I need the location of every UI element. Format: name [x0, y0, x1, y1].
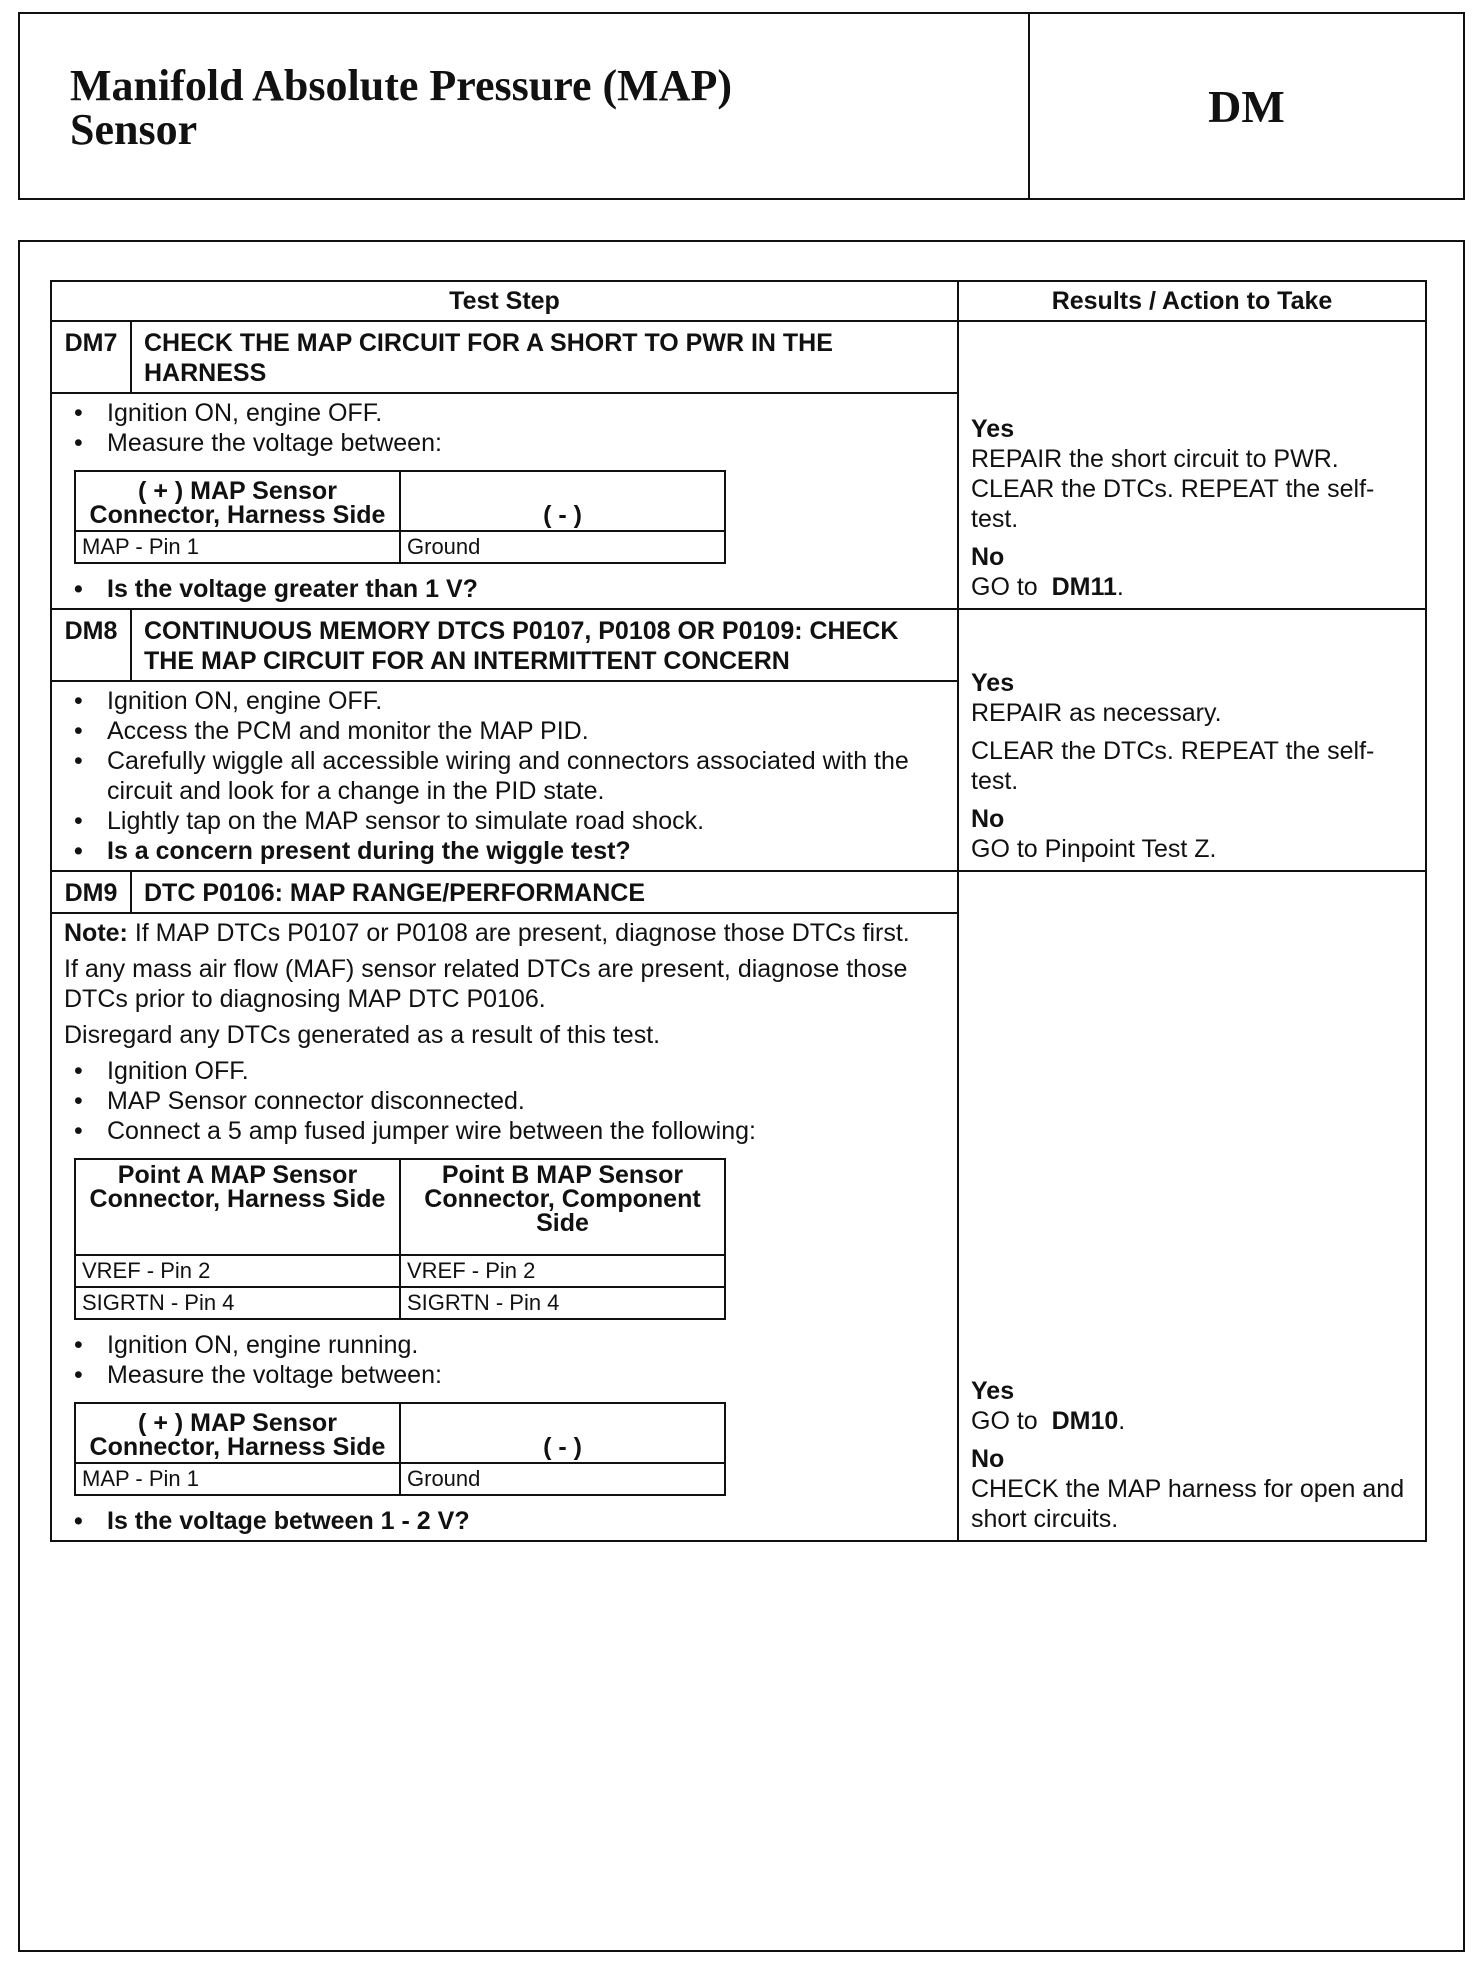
list-item: • Lightly tap on the MAP sensor to simulate road shock. — [64, 806, 947, 836]
yes-label: Yes — [971, 1377, 1015, 1405]
table-cell: Ground — [400, 1463, 725, 1495]
no-action: GO to DM11. — [971, 573, 1124, 601]
page-header — [18, 12, 1465, 200]
table-cell: VREF - Pin 2 — [75, 1255, 400, 1287]
measurement-table — [74, 470, 726, 564]
measurement-header-negative: ( - ) — [400, 471, 725, 531]
jumper-header-point-a: Point A MAP Sensor Connector, Harness Side — [75, 1159, 400, 1255]
table-cell: MAP - Pin 1 — [75, 1463, 400, 1495]
list-item: • Measure the voltage between: — [64, 1360, 947, 1390]
paragraph: If any mass air flow (MAF) sensor related DTCs are present, diagnose those DTCs prior to diagnosing MAP DTC P0106. — [64, 955, 908, 1013]
list-item: • Ignition ON, engine running. — [64, 1330, 947, 1360]
list-item: • Connect a 5 amp fused jumper wire between the following: — [64, 1116, 947, 1146]
table-cell: VREF - Pin 2 — [400, 1255, 725, 1287]
no-label: No — [971, 543, 1005, 571]
yes-label: Yes — [971, 415, 1015, 443]
jumper-header-point-b: Point B MAP Sensor Connector, Component Side — [400, 1159, 725, 1255]
step-question: • Is a concern present during the wiggle test? — [64, 836, 947, 866]
table-cell: SIGRTN - Pin 4 — [75, 1287, 400, 1319]
note: Note: If MAP DTCs P0107 or P0108 are present, diagnose those DTCs first. — [64, 919, 910, 947]
step-dm9-title-row — [51, 871, 1426, 913]
yes-label: Yes — [971, 669, 1015, 697]
step-id: DM7 — [51, 321, 131, 393]
instruction-list — [64, 686, 947, 866]
step-title: CONTINUOUS MEMORY DTCS P0107, P0108 OR P0109: CHECK THE MAP CIRCUIT FOR AN INTERMITTENT CONCERN — [131, 609, 958, 681]
measurement-header-positive: ( + ) MAP Sensor Connector, Harness Side — [75, 471, 400, 531]
step-question: • Is the voltage between 1 - 2 V? — [64, 1506, 947, 1536]
jumper-table — [74, 1158, 726, 1320]
list-item: • Measure the voltage between: — [64, 428, 947, 458]
step-title: CHECK THE MAP CIRCUIT FOR A SHORT TO PWR IN THE HARNESS — [131, 321, 958, 393]
step-title: DTC P0106: MAP RANGE/PERFORMANCE — [131, 871, 958, 913]
page-title — [20, 14, 1030, 198]
col-header-results: Results / Action to Take — [958, 281, 1426, 321]
step-dm7-results — [958, 321, 1426, 609]
yes-action: GO to DM10. — [971, 1407, 1126, 1435]
table-cell: MAP - Pin 1 — [75, 531, 400, 563]
step-dm7-title-row — [51, 321, 1426, 393]
step-dm8-body — [51, 681, 958, 871]
yes-action: REPAIR as necessary. — [971, 699, 1222, 727]
step-dm8-title-row — [51, 609, 1426, 681]
yes-action: CLEAR the DTCs. REPEAT the self-test. — [971, 737, 1375, 795]
no-label: No — [971, 1445, 1005, 1473]
note-label: Note: — [64, 919, 128, 947]
col-header-test-step: Test Step — [51, 281, 958, 321]
instruction-list — [64, 398, 947, 458]
step-dm9-body — [51, 913, 958, 1541]
measurement-header-positive: ( + ) MAP Sensor Connector, Harness Side — [75, 1403, 400, 1463]
step-dm7-body — [51, 393, 958, 609]
section-code: DM — [1208, 80, 1285, 132]
step-dm9-results — [958, 871, 1426, 1541]
table-cell: Ground — [400, 531, 725, 563]
no-label: No — [971, 805, 1005, 833]
step-dm8-results — [958, 609, 1426, 871]
list-item: • Ignition OFF. — [64, 1056, 947, 1086]
table-cell: SIGRTN - Pin 4 — [400, 1287, 725, 1319]
no-action: GO to Pinpoint Test Z. — [971, 835, 1217, 863]
no-action: CHECK the MAP harness for open and short circuits. — [971, 1475, 1405, 1533]
step-id: DM8 — [51, 609, 131, 681]
instruction-list — [64, 1056, 947, 1146]
title-line-2: Sensor — [70, 105, 198, 154]
paragraph: Disregard any DTCs generated as a result of this test. — [64, 1021, 661, 1049]
list-item: • Access the PCM and monitor the MAP PID. — [64, 716, 947, 746]
title-line-1: Manifold Absolute Pressure (MAP) — [70, 61, 732, 110]
measurement-table — [74, 1402, 726, 1496]
instruction-list — [64, 1330, 947, 1390]
list-item: • MAP Sensor connector disconnected. — [64, 1086, 947, 1116]
table-header-row — [51, 281, 1426, 321]
step-id: DM9 — [51, 871, 131, 913]
list-item: • Ignition ON, engine OFF. — [64, 686, 947, 716]
yes-action: REPAIR the short circuit to PWR. CLEAR the DTCs. REPEAT the self-test. — [971, 445, 1375, 533]
list-item: • Carefully wiggle all accessible wiring and connectors associated with the circuit and look for a change in the PID state. — [64, 746, 947, 806]
step-question: • Is the voltage greater than 1 V? — [64, 574, 947, 604]
list-item: • Ignition ON, engine OFF. — [64, 398, 947, 428]
measurement-header-negative: ( - ) — [400, 1403, 725, 1463]
test-step-table — [50, 280, 1427, 1542]
step-reference: DM11 — [1051, 573, 1117, 601]
step-reference: DM10 — [1051, 1407, 1119, 1435]
